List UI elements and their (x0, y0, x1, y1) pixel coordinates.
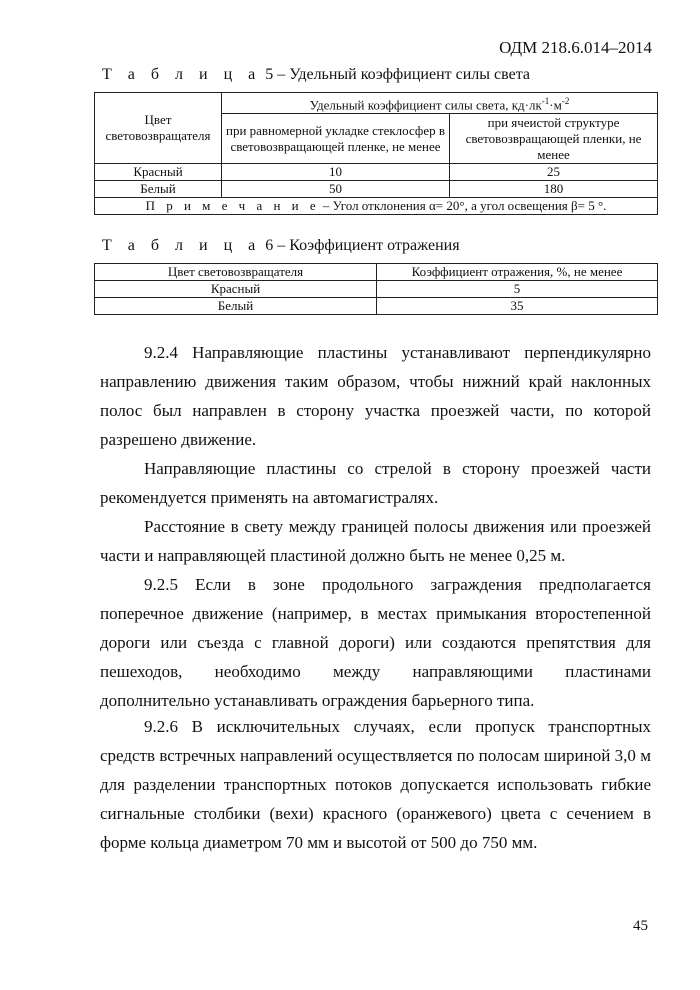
table6-cell-color: Белый (95, 298, 377, 315)
table5-label: Т а б л и ц а (102, 66, 262, 83)
table6-cell-value: 5 (377, 281, 658, 298)
paragraph-guide-plates-arrow: Направляющие пластины со стрелой в сторону проезжей части рекомендуется применять на автомагистралях. (100, 459, 651, 507)
table5-cell-color: Красный (95, 164, 222, 181)
table5-cell-color: Белый (95, 181, 222, 198)
table5-cell-value: 50 (222, 181, 450, 198)
table5-subheader-cellular: при ячеистой структуре световозвращающей пленки, не менее (450, 114, 658, 164)
table6-caption (102, 237, 460, 255)
table5-header-color: Цвет световозвращателя (95, 93, 222, 164)
table5-note: П р и м е ч а н и е – Угол отклонения α= 20°, а угол освещения β= 5 °. (95, 198, 658, 215)
table5 (94, 92, 658, 215)
table6-cell-color: Красный (95, 281, 377, 298)
table6-cell-value: 35 (377, 298, 658, 315)
table6-header-color: Цвет световозвращателя (95, 264, 377, 281)
table6-title: – Коэффициент отражения (277, 237, 460, 254)
table-row (95, 281, 658, 298)
table-row (95, 164, 658, 181)
table6-header-coefficient: Коэффициент отражения, %, не менее (377, 264, 658, 281)
paragraph-9-2-5: 9.2.5 Если в зоне продольного заграждения предполагается поперечное движение (например, в местах примыкания второстепенной дороги или съезда с главной дороги) или создаются препятствия для пешеходов, необходимо между направляющими пластинами дополнительно устанавливать ограждения барьерного типа. (100, 575, 651, 710)
table6-number: 6 (265, 237, 274, 254)
paragraph-9-2-6: 9.2.6 В исключительных случаях, если пропуск транспортных средств встречных направлений осуществляется по полосам шириной 3,0 м для разделении транспортных потоков допускается использовать гибкие сигнальные столбики (вехи) красного (оранжевого) цвета с сечением в форме кольца диаметром 70 мм и высотой от 500 до 750 мм. (100, 717, 651, 852)
table-row (95, 181, 658, 198)
table6 (94, 263, 658, 315)
table5-number: 5 (265, 66, 274, 83)
table5-cell-value: 10 (222, 164, 450, 181)
page-number: 45 (633, 918, 648, 934)
document-code: ОДМ 218.6.014–2014 (499, 38, 652, 57)
table5-cell-value: 180 (450, 181, 658, 198)
table5-subheader-uniform: при равномерной укладке стеклосфер в световозвращающей пленке, не менее (222, 114, 450, 164)
paragraph-clearance: Расстояние в свету между границей полосы движения или проезжей части и направляющей пластиной должно быть не менее 0,25 м. (100, 517, 651, 565)
table5-title: – Удельный коэффициент силы света (277, 66, 530, 83)
table6-label: Т а б л и ц а (102, 237, 262, 254)
paragraph-9-2-4: 9.2.4 Направляющие пластины устанавливают перпендикулярно направлению движения таким образом, чтобы нижний край наклонных полос был направлен в сторону участка проезжей части, по которой разрешено движение. (100, 343, 651, 449)
table-row (95, 298, 658, 315)
table5-caption (102, 66, 530, 84)
table5-group-header: Удельный коэффициент силы света, $кд\cdot лк^{-1}\cdot м^{-2}$ (222, 93, 658, 114)
table5-cell-value: 25 (450, 164, 658, 181)
